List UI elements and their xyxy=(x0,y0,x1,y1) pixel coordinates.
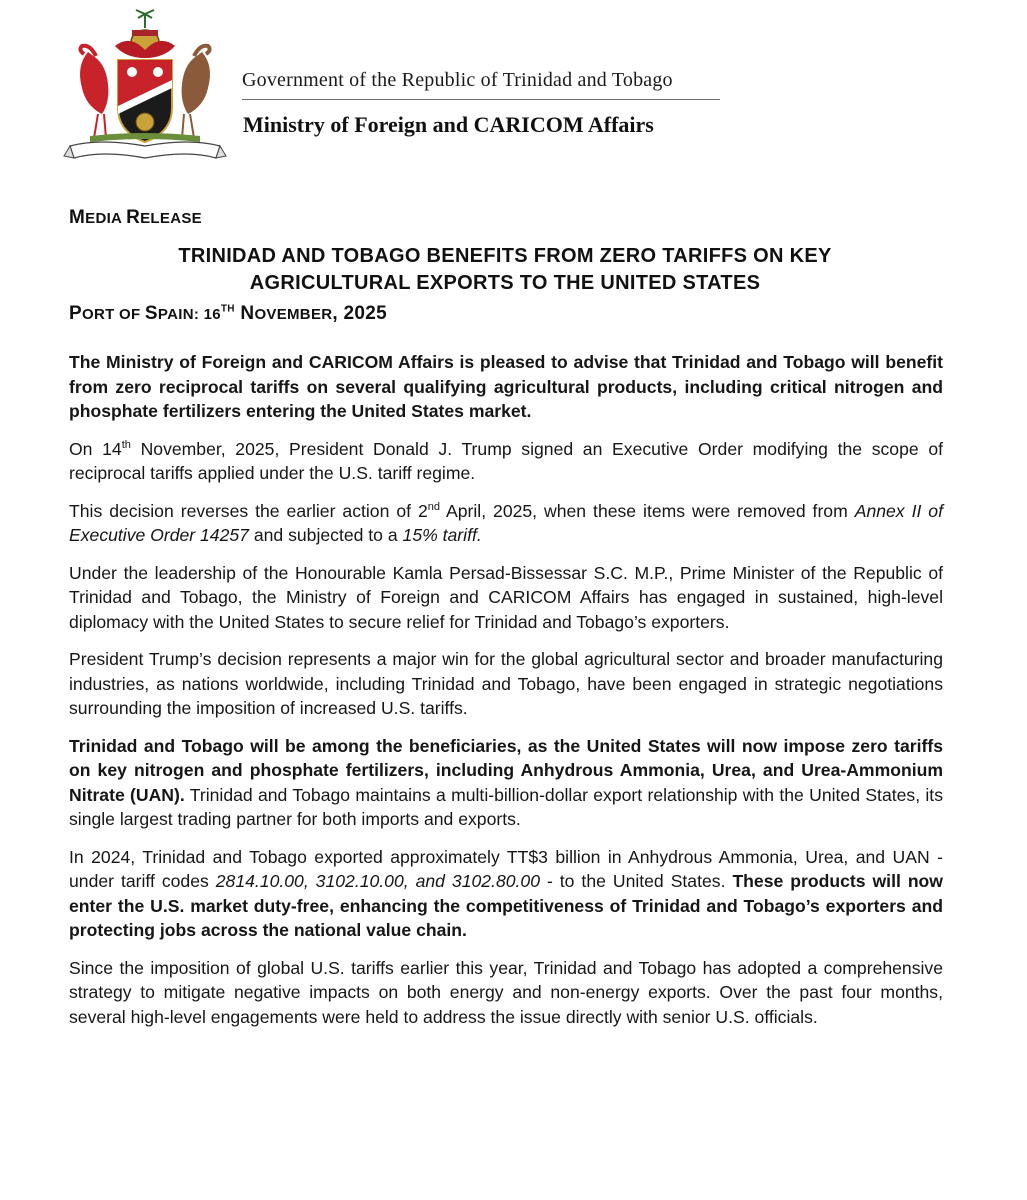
title-line-2: AGRICULTURAL EXPORTS TO THE UNITED STATES xyxy=(249,272,761,294)
paragraph-major-win: President Trump’s decision represents a major win for the global agricultural sector and broader manufacturing industries, as nations worldwide, including Trinidad and Tobago, have been engaged in strategic negotiations surrounding the imposition of increased U.S. tariffs. xyxy=(69,649,943,718)
coat-of-arms-icon xyxy=(60,6,230,164)
header-divider xyxy=(242,99,720,100)
ministry-heading: Ministry of Foreign and CARICOM Affairs xyxy=(243,112,654,137)
dateline: PORT OF SPAIN: 16TH NOVEMBER, 2025 xyxy=(69,303,388,324)
paragraph-lead: The Ministry of Foreign and CARICOM Affairs is pleased to advise that Trinidad and Tobago will benefit from zero reciprocal tariffs on several qualifying agricultural products, including critical nitrogen and phosphate fertilizers entering the United States market. xyxy=(69,352,943,421)
paragraph-leadership: Under the leadership of the Honourable Kamla Persad-Bissessar S.C. M.P., Prime Minister of the Republic of Trinidad and Tobago, the Ministry of Foreign and CARICOM Affairs has engaged in sustained, high-level diplomacy with the United States to secure relief for Trinidad and Tobago’s exporters. xyxy=(69,562,943,632)
government-heading: Government of the Republic of Trinidad and Tobago xyxy=(242,69,673,91)
release-title xyxy=(60,243,950,297)
paragraph-beneficiaries: Trinidad and Tobago will be among the beneficiaries, as the United States will now impose zero tariffs on key nitrogen and phosphate fertilizers, including Anhydrous Ammonia, Urea, and Urea-Ammonium Nitrate (UAN). Trinidad and Tobago maintains a multi-billion-dollar export relationship with the United States, its single largest trading partner for both imports and exports. xyxy=(69,735,943,829)
media-release-label: MEDIA RELEASE xyxy=(69,207,202,228)
paragraph-strategy: Since the imposition of global U.S. tariffs earlier this year, Trinidad and Tobago has adopted a comprehensive strategy to mitigate negative impacts on both energy and non-energy exports. Over the past four months, several high-level engagements were held to address the issue directly with senior U.S. officials. xyxy=(69,957,943,1027)
paragraph-executive-order: On 14th November, 2025, President Donald J. Trump signed an Executive Order modifying the scope of reciprocal tariffs applied under the U.S. tariff regime. xyxy=(69,438,943,483)
title-line-1: TRINIDAD AND TOBAGO BENEFITS FROM ZERO TARIFFS ON KEY xyxy=(178,245,832,267)
paragraph-exports-2024: In 2024, Trinidad and Tobago exported approximately TT$3 billion in Anhydrous Ammonia, Urea, and UAN - under tariff codes 2814.10.00, 3102.10.00, and 3102.80.00 - to the United States. These products will now enter the U.S. market duty-free, enhancing the competitiveness of Trinidad and Tobago’s exporters and protecting jobs across the national value chain. xyxy=(69,846,943,940)
release-body xyxy=(69,350,943,1042)
paragraph-reversal: This decision reverses the earlier action of 2nd April, 2025, when these items were removed from Annex II of Executive Order 14257 and subjected to a 15% tariff. xyxy=(69,500,943,545)
